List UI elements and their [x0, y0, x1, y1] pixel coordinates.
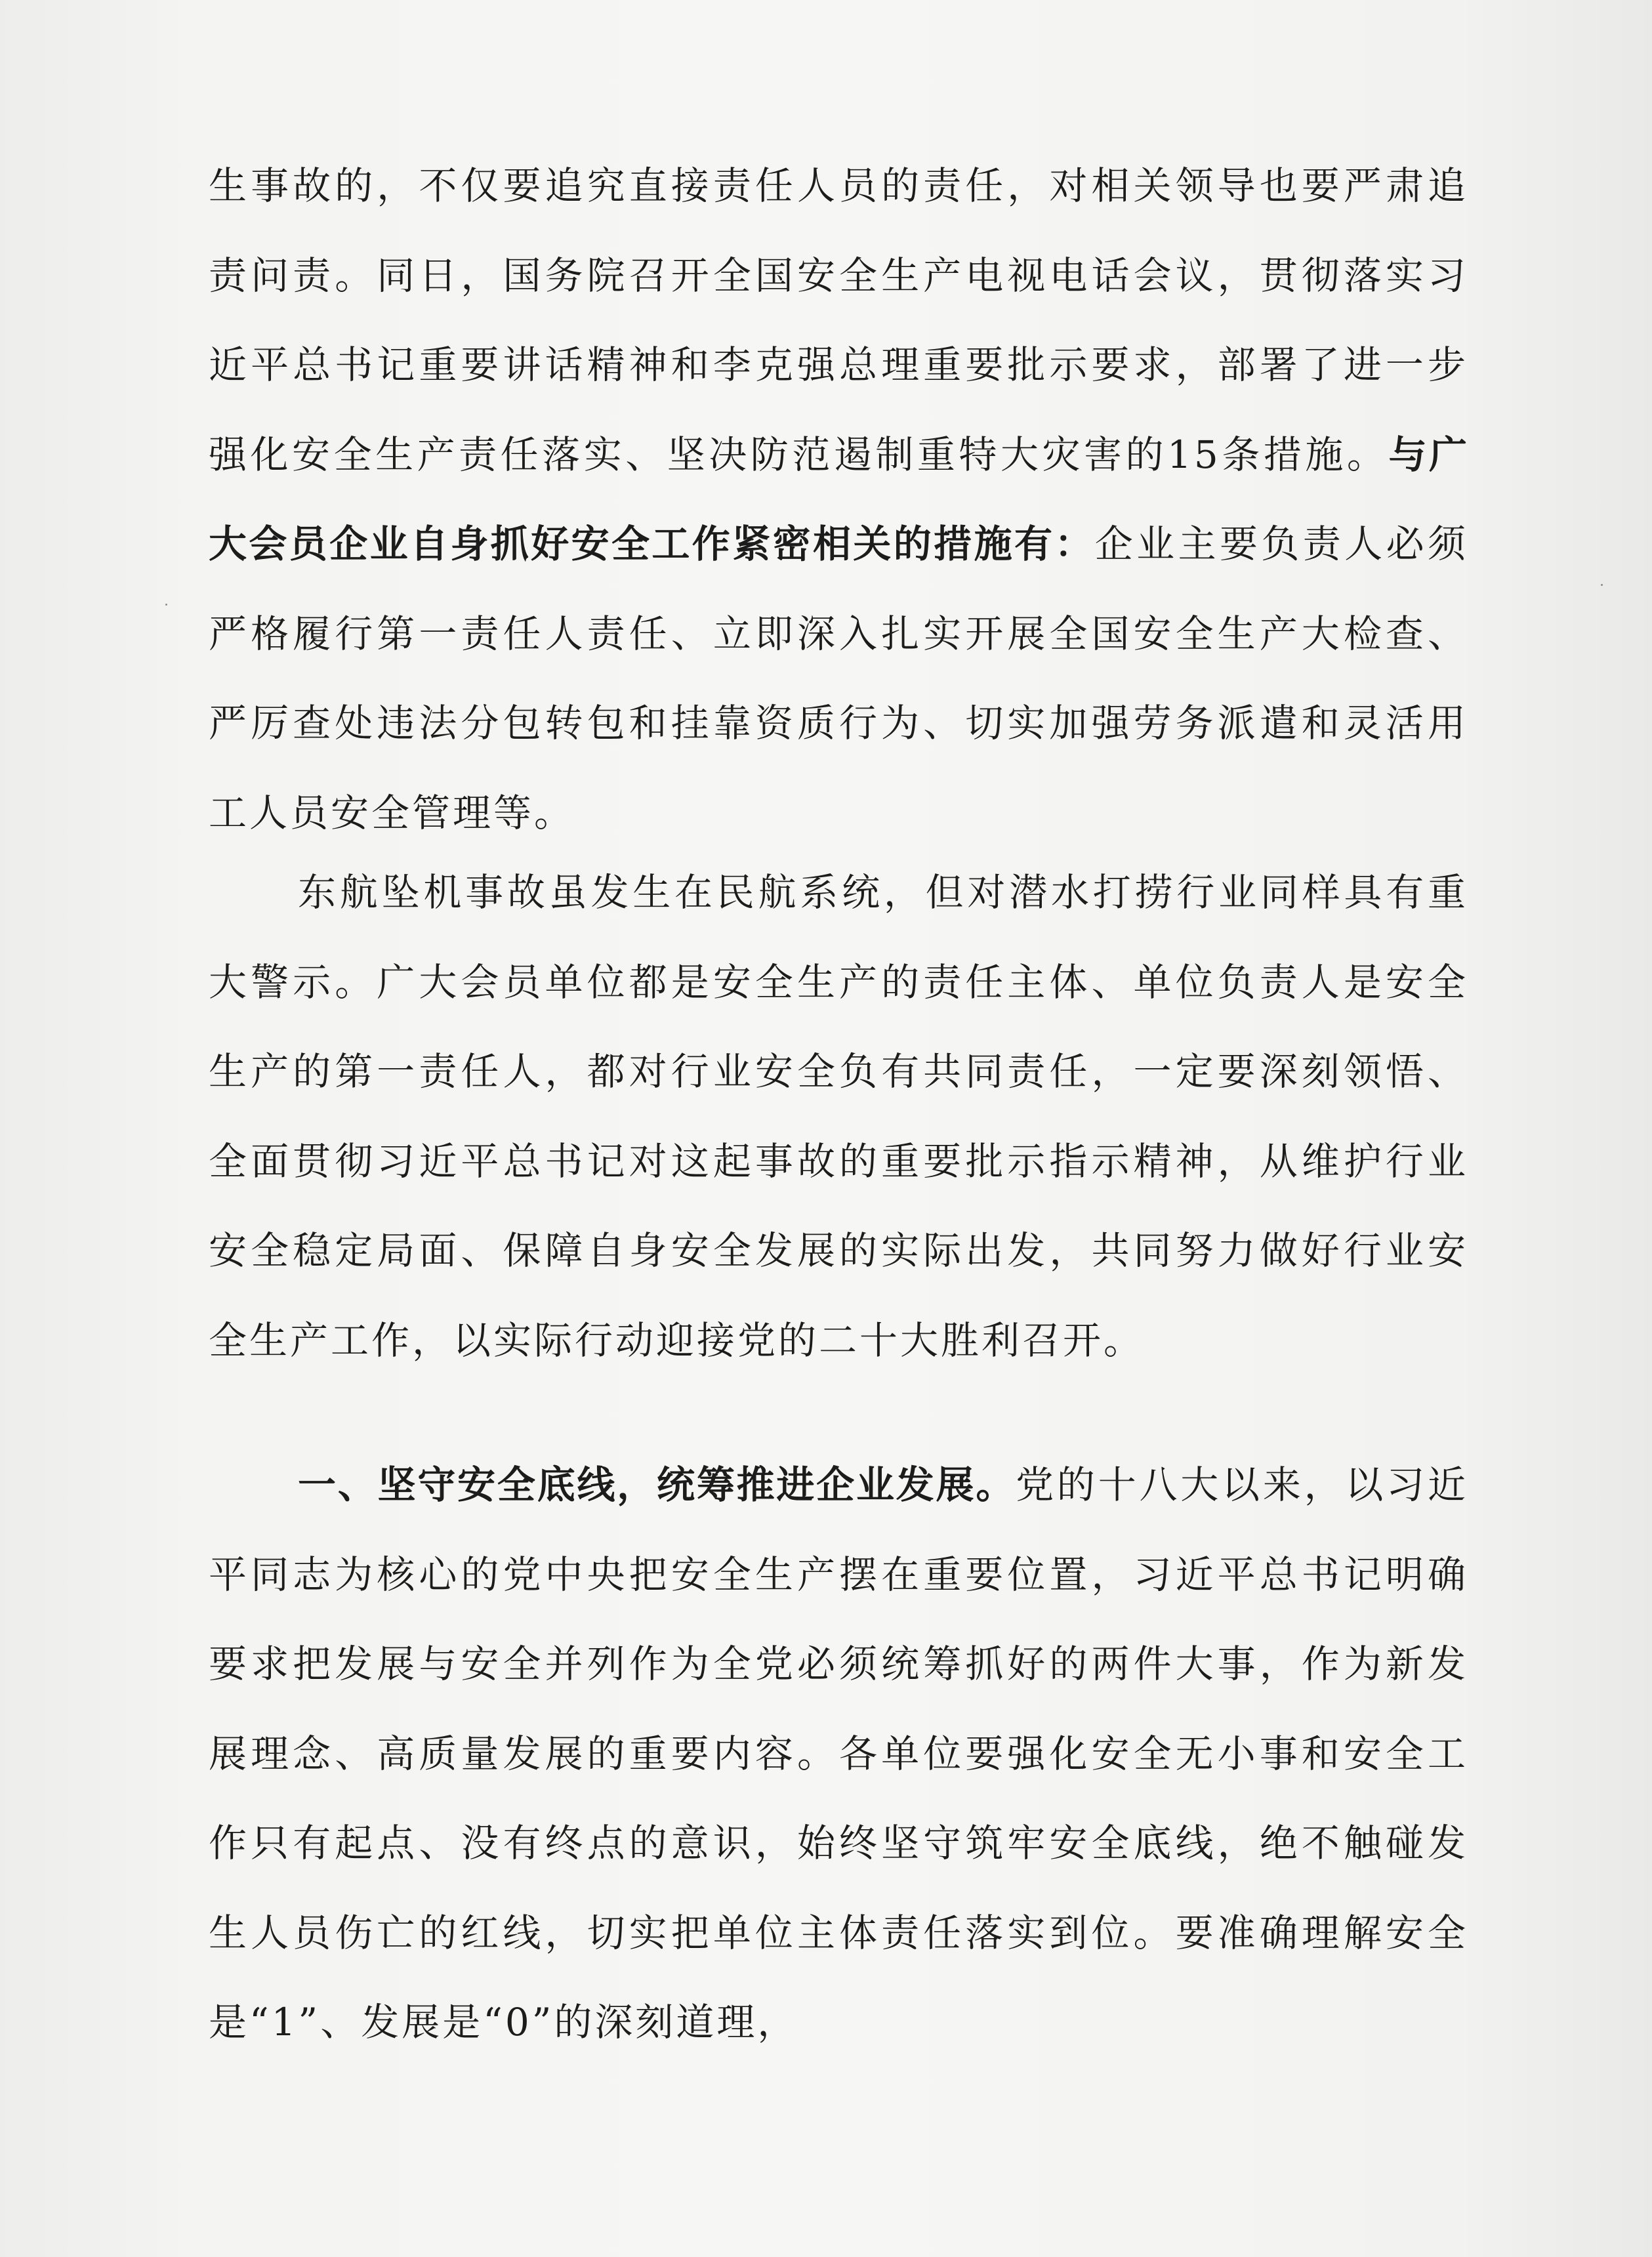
- paragraph-section-one: [209, 1440, 1468, 2067]
- bold-text-segment: 与广大会员企业自身抓好安全工作紧密相关的措施有：: [209, 432, 1468, 566]
- paragraph-accident-accountability: [209, 141, 1468, 858]
- section-heading: 一、坚守安全底线，统筹推进企业发展。: [298, 1462, 1016, 1507]
- text-segment: 党的十八大以来，以习近平同志为核心的党中央把安全生产摆在重要位置，习近平总书记明确要求把发展与安全并列作为全党必须统筹抓好的两件大事，作为新发展理念、高质量发展的重要内容。各单位要强化安全无小事和安全工作只有起点、没有终点的意识，始终坚守筑牢安全底线，绝不触碰发生人员伤亡的红线，切实把单位主体责任落实到位。要准确理解安全是“1”、发展是“0”的深刻道理，: [209, 1462, 1468, 2044]
- text-segment: 企业主要负责人必须严格履行第一责任人责任、立即深入扎实开展全国安全生产大检查、严厉查处违法分包转包和挂靠资质行为、切实加强劳务派遣和灵活用工人员安全管理等。: [209, 522, 1468, 835]
- paragraph-warning-to-industry: [209, 848, 1468, 1385]
- text-segment: 东航坠机事故虽发生在民航系统，但对潜水打捞行业同样具有重大警示。广大会员单位都是安全生产的责任主体、单位负责人是安全生产的第一责任人，都对行业安全负有共同责任，一定要深刻领悟、全面贯彻习近平总书记对这起事故的重要批示指示精神，从维护行业安全稳定局面、保障自身安全发展的实际出发，共同努力做好行业安全生产工作，以实际行动迎接党的二十大胜利召开。: [209, 870, 1468, 1363]
- text-segment: 生事故的，不仅要追究直接责任人员的责任，对相关领导也要严肃追责问责。同日，国务院召开全国安全生产电视电话会议，贯彻落实习近平总书记重要讲话精神和李克强总理重要批示要求，部署了进一步强化安全生产责任落实、坚决防范遏制重特大灾害的15条措施。: [209, 163, 1468, 477]
- paper-speck: [1601, 584, 1603, 586]
- paper-speck: [165, 604, 167, 606]
